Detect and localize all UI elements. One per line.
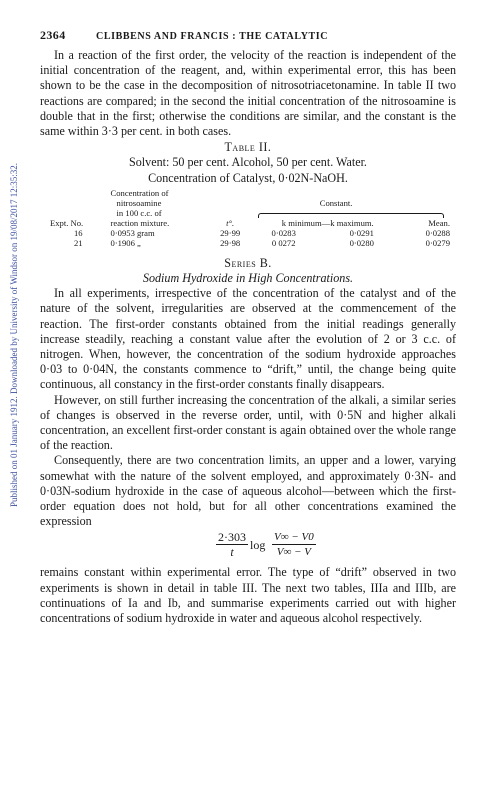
formula-denominator: t — [230, 545, 234, 560]
col-constant: Constant. — [319, 197, 353, 208]
col-conc-3: in 100 c.c. of — [116, 207, 162, 218]
formula-fraction — [272, 530, 316, 559]
table-cell: 0·0953 gram — [110, 227, 155, 238]
col-conc-2: nitrosoamine — [116, 197, 162, 208]
download-watermark — [5, 35, 23, 635]
running-head — [40, 28, 456, 48]
paragraph-3: However, on still further increasing the concentration of the alkali, a similar series of changes is observed in the reverse order, until, with 0·5N and higher alkali concentration, an excellent first-order constant is again obtained over the whole range of the reaction. — [40, 392, 456, 453]
table-cell: 0·0288 — [425, 227, 450, 238]
series-subtitle: Sodium Hydroxide in High Concentrations. — [142, 271, 354, 286]
page — [40, 28, 456, 626]
paragraph-4: Consequently, there are two concentration limits, an upper and a lower, varying somewhat with the nature of the solvent employed, and approximately 0·3N- and 0·03N-sodium hydroxide in the case of aqueous alcohol—between which the first-order equation does not hold, but for all other concentrations examined the expression — [40, 453, 456, 529]
table-catalyst: Concentration of Catalyst, 0·02N-NaOH. — [148, 170, 348, 185]
paragraph-2: In all experiments, irrespective of the concentration of the catalyst and of the nature of the solvent, irregularities are observed at the commencement of the reaction. The first-order constants obtained from the initial readings generally increase steadily, reaching a constant value after the evolution of 2 or 3 c.c. of nitrogen. When, however, the concentration of the sodium hydroxide approaches 0·03 to 0·04N, the constants commence to “drift,” until, the change being quite continuous, all constancy in the first-order constants finally disappears. — [40, 286, 456, 392]
table-cell: 0·1906 „ — [110, 237, 141, 248]
col-kminmax: k minimum—k maximum. — [281, 217, 374, 228]
paragraph-5: remains constant within experimental error. The type of “drift” observed in two experiments is shown in detail in table III. The next two tables, IIIa and IIIb, are continuations of Ia and Ib, and summarise experiments carried out with higher concentrations of sodium hydroxide in water and aqueous alcohol respectively. — [40, 565, 456, 626]
table-cell: 21 — [73, 237, 83, 248]
formula-log: log — [250, 538, 266, 553]
table-row — [48, 228, 452, 238]
col-mean: Mean. — [428, 217, 450, 228]
formula — [40, 530, 456, 564]
watermark-text: Published on 01 January 1912. Downloaded by University of Windsor on 19/08/2017 12:35:32. — [9, 163, 19, 507]
table-cell: 0·0279 — [425, 237, 450, 248]
table-row — [48, 238, 452, 248]
table-header-row — [48, 218, 452, 228]
col-mixture: reaction mixture. — [110, 217, 170, 228]
table-cell: 0 0272 — [271, 237, 296, 248]
running-title: CLIBBENS AND FRANCIS : THE CATALYTIC — [96, 31, 329, 42]
table-title: Table II. — [224, 140, 272, 155]
table-cell: 29·99 — [220, 227, 241, 238]
table-header-row — [48, 188, 452, 198]
table-cell: 16 — [73, 227, 83, 238]
table-cell: 0·0280 — [349, 237, 374, 248]
formula-numerator: 2·303 — [218, 530, 246, 545]
table-header-row — [48, 208, 452, 218]
table-header-row — [48, 198, 452, 208]
paragraph-1: In a reaction of the first order, the velocity of the reaction is independent of the initial concentration of the reagent, and, within experimental error, this has been shown to be the case in the decomposition of nitrosotriacetonamine. In table II two reactions are compared; in the second the initial concentration of the nitrosoamine is double that in the first; otherwise the conditions are similar, and the constant is the same within 3·3 per cent. in both cases. — [40, 48, 456, 139]
col-temp: t°. — [226, 217, 235, 228]
table-solvent: Solvent: 50 per cent. Alcohol, 50 per cent. Water. — [129, 155, 367, 170]
formula-coefficient — [216, 530, 248, 559]
table-cell: 0·0283 — [271, 227, 296, 238]
page-number: 2364 — [40, 28, 66, 42]
col-conc-1: Concentration of — [110, 187, 169, 198]
table-cell: 0·0291 — [349, 227, 374, 238]
formula-frac-bottom: V∞ − V — [276, 546, 311, 559]
formula-frac-top: V∞ − V0 — [274, 531, 314, 544]
col-expt: Expt. No. — [50, 217, 84, 228]
data-table — [48, 188, 452, 248]
series-title: Series B. — [224, 255, 272, 270]
table-cell: 29·98 — [220, 237, 241, 248]
